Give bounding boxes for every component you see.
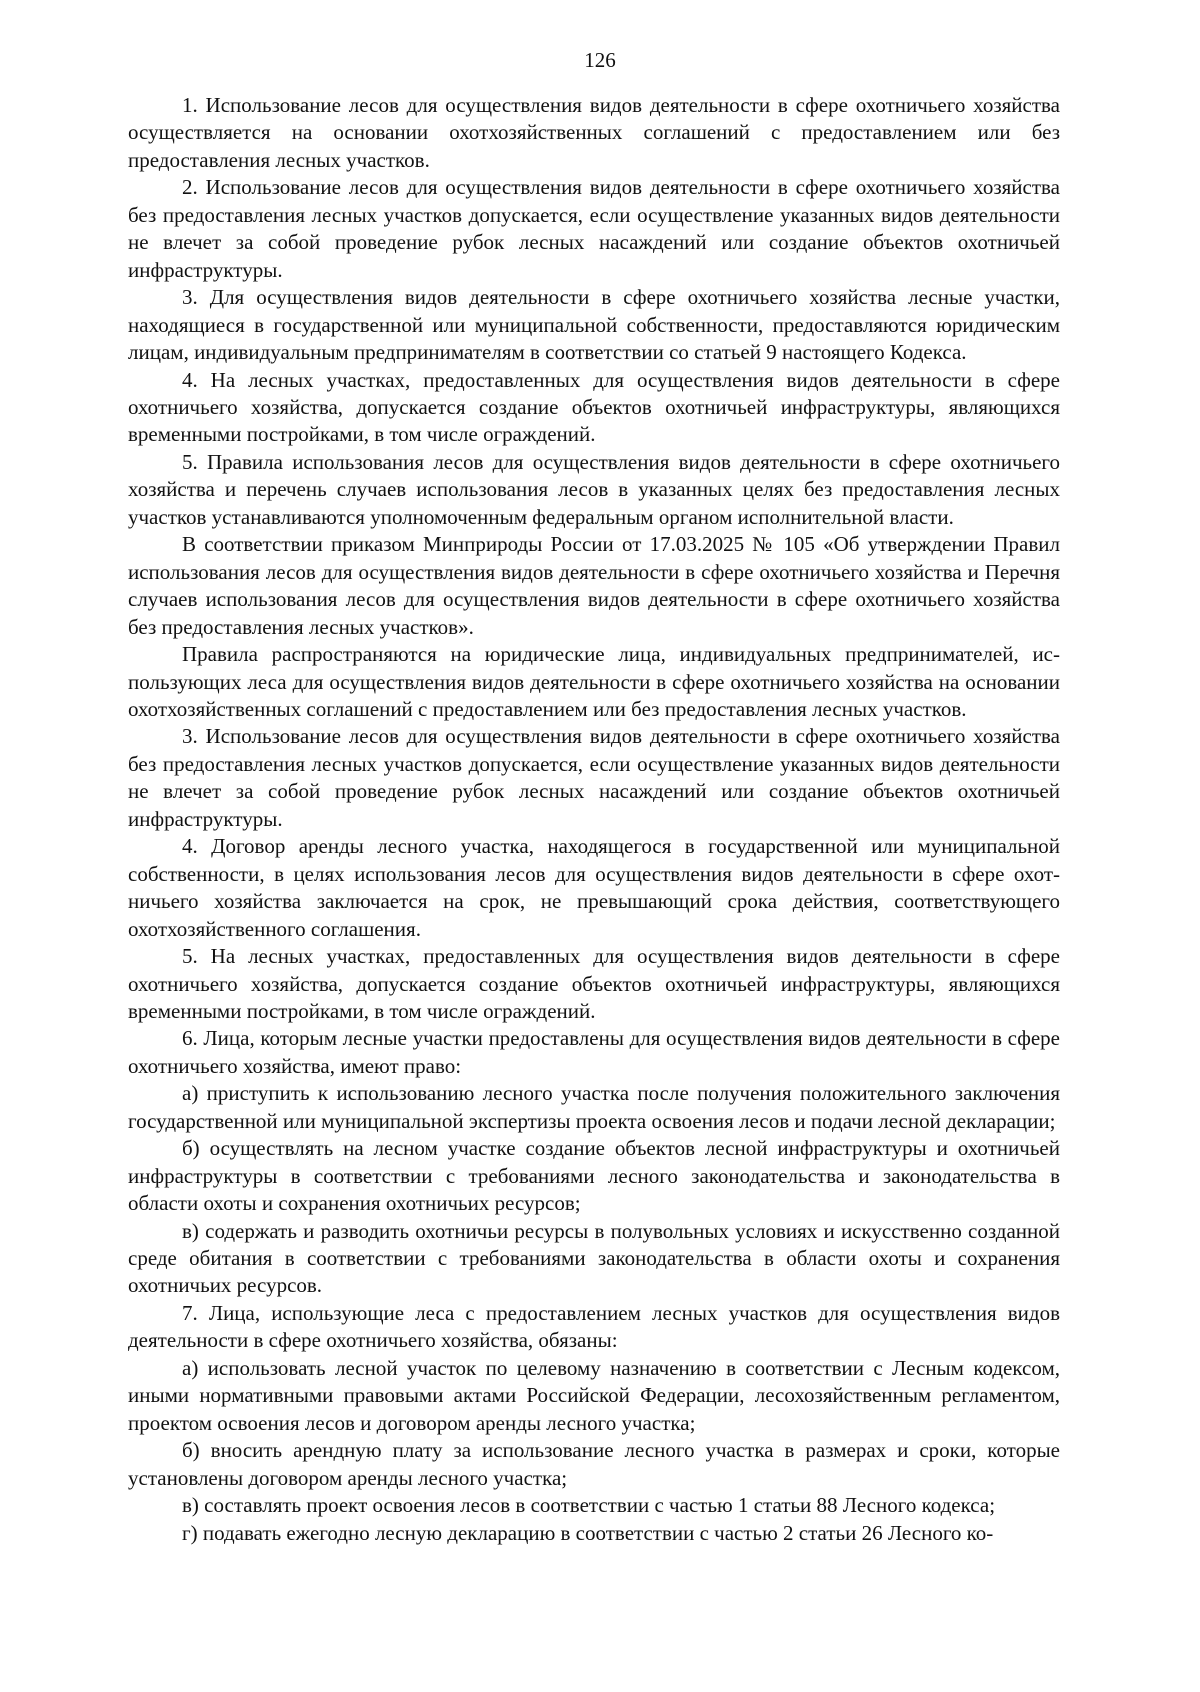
list-item: в) составлять проект освоения лесов в соответствии с частью 1 статьи 88 Лесного кодекса; [182, 1493, 996, 1518]
paragraph: 5. На лесных участках, предоставленных для осуществления видов деятельности в сфере охотничьего хозяйства, допускается создание объектов охотничьей инфраструктуры, являющихся временными постройками, в том числе ограждений. [128, 944, 1060, 1023]
paragraph: 4. Договор аренды лесного участка, находящегося в государственной или муниципальной собственности, в целях использования лесов для осуществления видов деятельности в сфере охотничьего хозяйства заключается на срок, не превышающий срока действия, соответствующего охотхозяйственного соглашения. [128, 834, 1060, 941]
paragraph: 6. Лица, которым лесные участки предоставлены для осуществления видов деятельности в сфере охотничьего хозяйства, имеют право: [128, 1026, 1060, 1078]
list-item: б) вносить арендную плату за использование лесного участка в размерах и сроки, которые установлены договором аренды лесного участка; [128, 1438, 1060, 1490]
page-number: 126 [584, 48, 616, 72]
paragraph: Правила распространяются на юридические лица, индивидуальных предпринимателей, использующих леса для осуществления видов деятельности в сфере охотничьего хозяйства на основании охотхозяйственных соглашений с предоставлением или без предоставления лесных участков. [128, 642, 1060, 721]
list-item: в) содержать и разводить охотничьи ресурсы в полувольных условиях и искусственно созданной среде обитания в соответствии с требованиями законодательства в области охоты и сохранения охотничьих ресурсов. [128, 1218, 1060, 1298]
list-item: а) использовать лесной участок по целевому назначению в соответствии с Лесным кодексом, иными нормативными правовыми актами Российской Федерации, лесохозяйственным регламентом, проектом освоения лесов и договором аренды лесного участка; [128, 1355, 1060, 1435]
paragraph: 4. На лесных участках, предоставленных для осуществления видов деятельности в сфере охотничьего хозяйства, допускается создание объектов охотничьей инфраструктуры, являющихся временными постройками, в том числе ограждений. [128, 367, 1060, 447]
paragraph: 7. Лица, использующие леса с предоставлением лесных участков для осуществления видов деятельности в сфере охотничьего хозяйства, обязаны: [128, 1300, 1060, 1353]
paragraph: 5. Правила использования лесов для осуществления видов деятельности в сфере охотничьего хозяйства и перечень случаев использования лесов в указанных целях без предоставления лесных участков устанавливаются уполномоченным федеральным органом исполнительной власти. [128, 449, 1060, 529]
list-item: а) приступить к использованию лесного участка после получения положительного заключения государственной или муниципальной экспертизы проекта освоения лесов и подачи лесной декларации; [128, 1081, 1060, 1133]
list-item: б) осуществлять на лесном участке создание объектов лесной инфраструктуры и охотничьей инфраструктуры в соответствии с требованиями лесного законодательства и законодательства в области охоты и сохранения охотничьих ресурсов; [128, 1136, 1060, 1216]
paragraph: 3. Использование лесов для осуществления видов деятельности в сфере охотничьего хозяйства без предоставления лесных участков допускается, если осуществление указанных видов деятельности не влечет за собой проведение рубок лесных насаждений или создание объектов охотничьей инфраструктуры. [128, 724, 1060, 831]
paragraph: 1. Использование лесов для осуществления видов деятельности в сфере охотничьего хозяйства осуществляется на основании охотхозяйственных соглашений с предоставлением или без предоставления лесных участков. [128, 93, 1060, 172]
document-body [128, 92, 1060, 1547]
list-item: г) подавать ежегодно лесную декларацию в соответствии с частью 2 статьи 26 Лесного ко- [182, 1520, 994, 1545]
paragraph: 2. Использование лесов для осуществления видов деятельности в сфере охотничьего хозяйства без предоставления лесных участков допускается, если осуществление указанных видов деятельности не влечет за собой проведение рубок лесных насаждений или создание объектов охотничьей инфраструктуры. [128, 175, 1060, 282]
paragraph: 3. Для осуществления видов деятельности в сфере охотничьего хозяйства лесные участки, находящиеся в государственной или муниципальной собственности, предоставляются юридическим лицам, индивидуальным предпринимателям в соответствии со статьей 9 настоящего Кодекса. [128, 285, 1060, 365]
paragraph: В соответствии приказом Минприроды России от 17.03.2025 № 105 «Об утверждении Правил использования лесов для осуществления видов деятельности в сфере охотничьего хозяйства и Перечня случаев использования лесов для осуществления видов деятельности в сфере охотничьего хозяйства без предоставления лесных участков». [128, 532, 1060, 639]
